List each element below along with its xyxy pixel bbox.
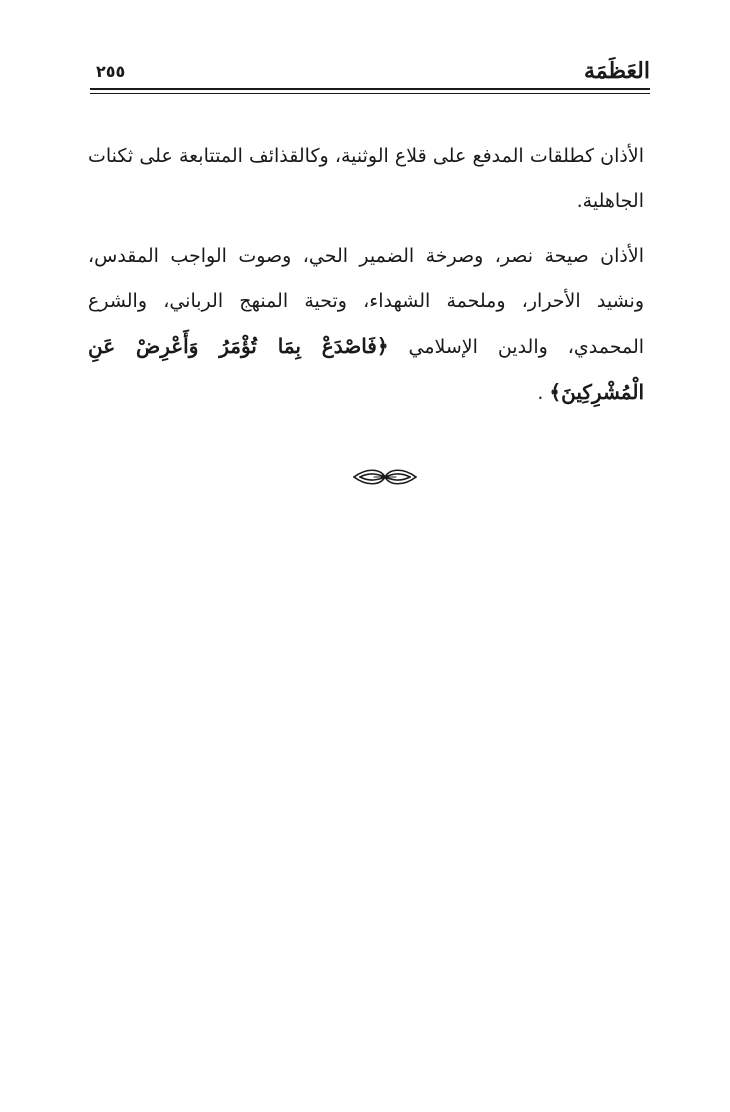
paragraph-2 xyxy=(88,234,644,416)
running-title: العَظَمَة xyxy=(584,58,650,84)
header-rule-thin xyxy=(90,93,650,94)
page-number: ٢٥٥ xyxy=(96,62,126,81)
verse-open-bracket: ﴿ xyxy=(376,334,389,358)
body-text xyxy=(88,134,644,416)
paragraph-1 xyxy=(88,134,644,224)
page-header xyxy=(90,56,650,86)
verse-close-bracket: ﴾ xyxy=(549,380,562,404)
paragraph-2-text: الأذان صيحة نصر، وصرخة الضمير الحي، وصوت الواجب المقدس، ونشيد الأحرار، وملحمة الشهداء، وتحية المنهج الرباني، والشرع المحمدي، والدين الإسلامي xyxy=(88,245,645,358)
paragraph-1-text: الأذان كطلقات المدفع على قلاع الوثنية، وكالقذائف المتتابعة على ثكنات الجاهلية. xyxy=(88,145,644,212)
paragraph-2-end: . xyxy=(537,382,550,404)
scroll-flourish-icon xyxy=(352,466,418,488)
header-rule-thick xyxy=(90,88,650,90)
quran-verse: فَاصْدَعْ بِمَا تُؤْمَرُ وَأَعْرِضْ عَنِ الْمُشْرِكِينَ xyxy=(88,334,644,404)
